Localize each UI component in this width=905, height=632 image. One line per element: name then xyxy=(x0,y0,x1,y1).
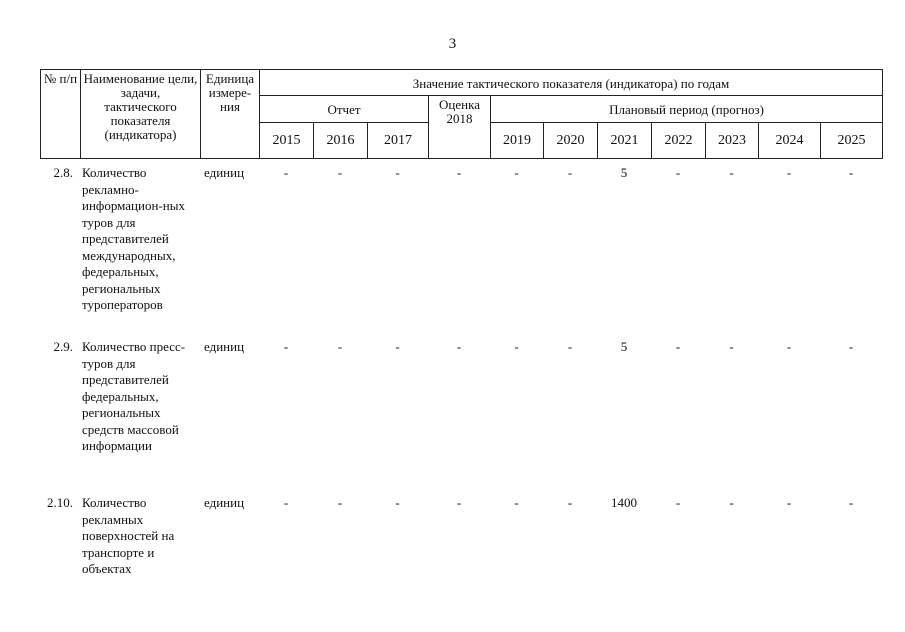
header-year: 2025 xyxy=(821,123,883,159)
header-num: № п/п xyxy=(41,70,81,159)
table-row xyxy=(40,165,882,335)
value-cell: - xyxy=(729,495,734,510)
value-cell: - xyxy=(283,339,289,354)
header-year: 2015 xyxy=(260,123,314,159)
header-values-title: Значение тактического показателя (индикатора) по годам xyxy=(260,70,883,96)
value-cell: - xyxy=(514,339,519,354)
header-year: 2024 xyxy=(759,123,821,159)
header-year: 2019 xyxy=(491,123,544,159)
value-cell: - xyxy=(567,165,573,180)
value-cell: - xyxy=(567,495,573,510)
value-cell: 5 xyxy=(620,339,628,354)
indicator-name: Количество пресс-туров для представителей федеральных, региональных средств массовой информации xyxy=(82,339,186,453)
row-number: 2.8. xyxy=(53,165,73,180)
value-cell: - xyxy=(675,495,681,510)
unit-cell: единиц xyxy=(204,339,245,354)
header-name: Наименование цели, задачи, тактического показателя (индикатора) xyxy=(81,70,201,159)
header-estimate: Оценка 2018 xyxy=(429,96,491,159)
header-year: 2016 xyxy=(314,123,368,159)
value-cell: 5 xyxy=(620,165,628,180)
value-cell: - xyxy=(675,165,681,180)
header-year: 2022 xyxy=(652,123,706,159)
table-row xyxy=(40,339,882,509)
value-cell: - xyxy=(729,165,734,180)
unit-cell: единиц xyxy=(204,495,245,510)
header-plan: Плановый период (прогноз) xyxy=(491,96,883,123)
value-cell: - xyxy=(786,165,792,180)
value-cell: - xyxy=(848,165,854,180)
value-cell: - xyxy=(395,165,400,180)
value-cell: - xyxy=(848,495,854,510)
row-number: 2.10. xyxy=(47,495,73,510)
page-number: 3 xyxy=(448,36,457,52)
value-cell: - xyxy=(456,495,462,510)
header-report: Отчет xyxy=(260,96,429,123)
table-row xyxy=(40,495,882,585)
header-year: 2020 xyxy=(544,123,598,159)
value-cell: - xyxy=(729,339,734,354)
value-cell: - xyxy=(337,495,343,510)
header-year: 2021 xyxy=(598,123,652,159)
value-cell: - xyxy=(283,495,289,510)
indicator-name: Количество рекламно-информацион-ных туров для представителей международных, федеральных, региональных туроператоров xyxy=(82,165,185,312)
value-cell: - xyxy=(514,495,519,510)
value-cell: - xyxy=(456,339,462,354)
value-cell: - xyxy=(337,339,343,354)
value-cell: - xyxy=(786,339,792,354)
header-year: 2023 xyxy=(706,123,759,159)
value-cell: - xyxy=(456,165,462,180)
value-cell: - xyxy=(786,495,792,510)
value-cell: - xyxy=(283,165,289,180)
unit-cell: единиц xyxy=(204,165,245,180)
row-number: 2.9. xyxy=(53,339,73,354)
value-cell: - xyxy=(848,339,854,354)
value-cell: - xyxy=(337,165,343,180)
value-cell: - xyxy=(395,339,400,354)
value-cell: - xyxy=(567,339,573,354)
header-year: 2017 xyxy=(368,123,429,159)
indicator-name: Количество рекламных поверхностей на транспорте и объектах xyxy=(82,495,175,576)
value-cell: 1400 xyxy=(611,495,637,510)
indicator-table-header xyxy=(40,69,883,159)
value-cell: - xyxy=(395,495,400,510)
value-cell: - xyxy=(514,165,519,180)
header-unit: Единица измере-ния xyxy=(201,70,260,159)
value-cell: - xyxy=(675,339,681,354)
